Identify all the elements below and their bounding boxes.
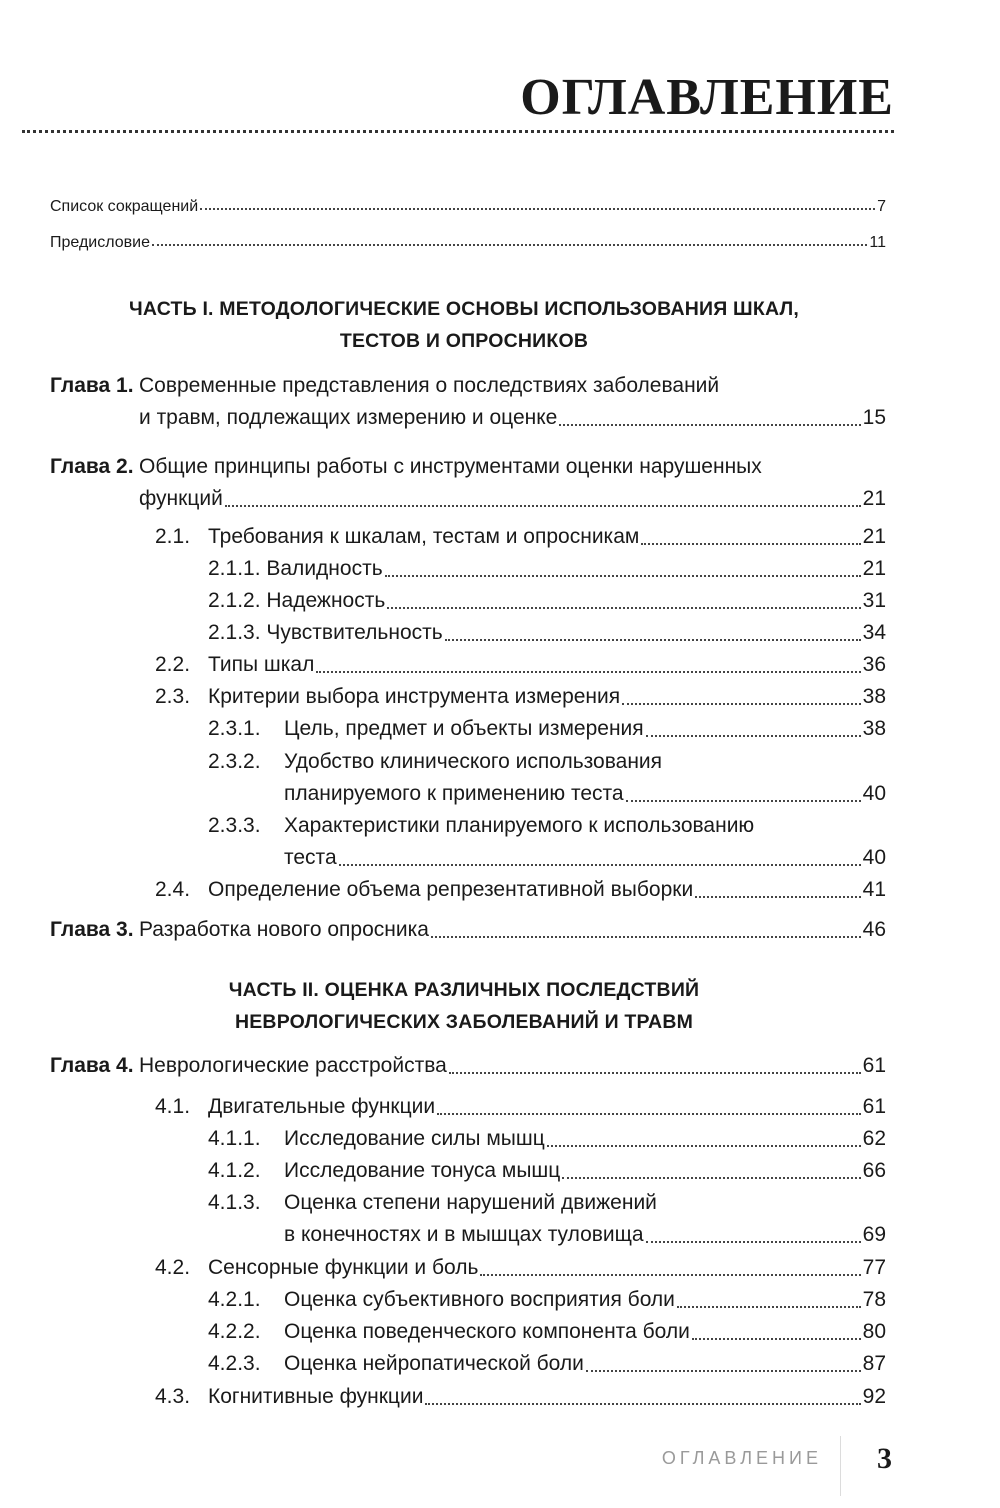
chapter-3-label: Глава 3. [50, 918, 134, 941]
chapter-4-label: Глава 4. [50, 1054, 134, 1077]
toc-entry-title: 2.1.1. Валидность [208, 557, 383, 580]
leader-dots [445, 639, 861, 641]
leader-dots [646, 1241, 861, 1243]
toc-entry-section-2-3-3[interactable] [284, 844, 886, 872]
toc-entry-title: Неврологические расстройства [139, 1054, 447, 1077]
toc-entry-section-4-1[interactable] [208, 1093, 886, 1121]
toc-entry-chapter-4[interactable] [139, 1052, 886, 1080]
section-number: 4.1.3. [208, 1191, 261, 1214]
toc-entry-chapter-2[interactable] [139, 485, 886, 513]
toc-page-number: 21 [862, 557, 886, 580]
leader-dots [622, 703, 861, 705]
toc-entry-section-4-2-1[interactable] [284, 1286, 886, 1314]
toc-entry-section-2-1-2[interactable] [208, 587, 886, 615]
toc-entry-title: Типы шкал [208, 653, 315, 676]
toc-entry-title: Определение объема репрезентативной выборки [208, 878, 694, 901]
toc-page-number: 41 [862, 878, 886, 901]
toc-page-number: 77 [862, 1256, 886, 1279]
toc-entry-title: Исследование тонуса мышц [284, 1159, 561, 1182]
toc-entry-title: 2.1.3. Чувствительность [208, 621, 443, 644]
section-number: 2.3. [155, 685, 191, 708]
chapter-2-title-line-1: Общие принципы работы с инструментами оценки нарушенных [139, 455, 762, 478]
toc-entry-section-2-4[interactable] [208, 876, 886, 904]
toc-entry-title: Разработка нового опросника [139, 918, 429, 941]
toc-page-number: 38 [862, 717, 886, 740]
leader-dots [641, 543, 860, 545]
toc-entry-section-2-3-1[interactable] [284, 715, 886, 743]
page-title: ОГЛАВЛЕНИЕ [520, 69, 894, 126]
toc-page-number: 15 [862, 406, 886, 429]
chapter-1-title-line-1: Современные представления о последствиях заболеваний [139, 374, 720, 397]
toc-entry-section-2-1[interactable] [208, 523, 886, 551]
toc-entry-section-4-3[interactable] [208, 1383, 886, 1411]
toc-entry-title: в конечностях и в мышцах туловища [284, 1223, 644, 1246]
toc-entry-title: Предисловие [50, 234, 150, 251]
toc-page-number: 21 [862, 525, 886, 548]
footer-divider [840, 1436, 841, 1496]
leader-dots [449, 1072, 861, 1074]
section-number: 2.4. [155, 878, 191, 901]
section-number: 4.2.1. [208, 1288, 261, 1311]
section-2-3-2-title-line-1: Удобство клинического использования [284, 750, 663, 773]
toc-entry-title: Список сокращений [50, 198, 199, 215]
toc-entry-title: Цель, предмет и объекты измерения [284, 717, 644, 740]
toc-entry-title: и травм, подлежащих измерению и оценке [139, 406, 558, 429]
toc-entry-title: Двигательные функции [208, 1095, 436, 1118]
toc-entry-section-2-1-3[interactable] [208, 619, 886, 647]
leader-dots [480, 1274, 860, 1276]
toc-entry-section-4-1-1[interactable] [284, 1125, 886, 1153]
toc-entry-section-4-2[interactable] [208, 1254, 886, 1282]
section-number: 2.3.3. [208, 814, 261, 837]
leader-dots [547, 1145, 861, 1147]
chapter-1-label: Глава 1. [50, 374, 134, 397]
toc-page-number: 21 [862, 487, 886, 510]
leader-dots [225, 505, 861, 507]
leader-dots [677, 1306, 861, 1308]
toc-entry-section-4-2-2[interactable] [284, 1318, 886, 1346]
page-number: 3 [877, 1442, 892, 1475]
toc-page-number: 7 [877, 198, 886, 215]
toc-page-number: 40 [862, 846, 886, 869]
leader-dots [385, 575, 861, 577]
leader-dots [431, 936, 861, 938]
leader-dots [626, 800, 861, 802]
toc-page-number: 78 [862, 1288, 886, 1311]
toc-entry-preface[interactable] [50, 234, 886, 252]
toc-page-number: 61 [862, 1054, 886, 1077]
toc-entry-title: функций [139, 487, 223, 510]
section-number: 4.2.3. [208, 1352, 261, 1375]
part-1-heading [50, 293, 878, 357]
toc-entry-chapter-3[interactable] [139, 916, 886, 944]
leader-dots [437, 1113, 861, 1115]
leader-dots [316, 671, 860, 673]
toc-entry-title: планируемого к применению теста [284, 782, 624, 805]
section-number: 2.1. [155, 525, 191, 548]
leader-dots [559, 424, 860, 426]
running-title: ОГЛАВЛЕНИЕ [661, 1448, 822, 1468]
toc-entry-section-2-2[interactable] [208, 651, 886, 679]
toc-entry-section-2-3-2[interactable] [284, 780, 886, 808]
toc-entry-title: 2.1.2. Надежность [208, 589, 386, 612]
section-number: 4.1.2. [208, 1159, 261, 1182]
section-number: 4.2.2. [208, 1320, 261, 1343]
toc-entry-section-2-1-1[interactable] [208, 555, 886, 583]
section-number: 2.2. [155, 653, 191, 676]
toc-entry-chapter-1[interactable] [139, 404, 886, 432]
toc-page-number: 69 [862, 1223, 886, 1246]
part-1-heading-line-1: ЧАСТЬ I. МЕТОДОЛОГИЧЕСКИЕ ОСНОВЫ ИСПОЛЬЗОВАНИЯ ШКАЛ, [129, 298, 799, 320]
toc-entry-title: Исследование силы мышц [284, 1127, 545, 1150]
toc-entry-abbreviations[interactable] [50, 198, 886, 216]
toc-page-number: 38 [862, 685, 886, 708]
toc-page-number: 40 [862, 782, 886, 805]
toc-entry-section-4-1-3[interactable] [284, 1221, 886, 1249]
toc-page-number: 87 [862, 1352, 886, 1375]
toc-entry-title: Оценка нейропатической боли [284, 1352, 584, 1375]
chapter-2-label: Глава 2. [50, 455, 134, 478]
toc-entry-title: Сенсорные функции и боль [208, 1256, 479, 1279]
toc-page-number: 34 [862, 621, 886, 644]
toc-entry-title: Требования к шкалам, тестам и опросникам [208, 525, 640, 548]
part-1-heading-line-2: ТЕСТОВ И ОПРОСНИКОВ [339, 330, 589, 352]
part-2-heading-line-1: ЧАСТЬ II. ОЦЕНКА РАЗЛИЧНЫХ ПОСЛЕДСТВИЙ [228, 979, 700, 1001]
toc-entry-title: Когнитивные функции [208, 1385, 424, 1408]
section-number: 2.3.1. [208, 717, 261, 740]
toc-page-number: 31 [862, 589, 886, 612]
toc-page-number: 62 [862, 1127, 886, 1150]
leader-dots [152, 244, 867, 246]
section-number: 4.3. [155, 1385, 191, 1408]
section-number: 4.2. [155, 1256, 191, 1279]
leader-dots [387, 607, 860, 609]
section-number: 2.3.2. [208, 750, 261, 773]
leader-dots [646, 735, 861, 737]
toc-entry-title: теста [284, 846, 337, 869]
toc-page-number: 66 [862, 1159, 886, 1182]
leader-dots [425, 1403, 860, 1405]
section-number: 4.1.1. [208, 1127, 261, 1150]
section-number: 4.1. [155, 1095, 191, 1118]
part-2-heading [50, 974, 878, 1038]
leader-dots [695, 896, 860, 898]
toc-page-number: 92 [862, 1385, 886, 1408]
leader-dots [562, 1177, 860, 1179]
leader-dots [339, 864, 861, 866]
toc-page-number: 61 [862, 1095, 886, 1118]
toc-entry-section-4-1-2[interactable] [284, 1157, 886, 1185]
toc-entry-section-2-3[interactable] [208, 683, 886, 711]
toc-entry-title: Оценка поведенческого компонента боли [284, 1320, 690, 1343]
toc-entry-title: Критерии выбора инструмента измерения [208, 685, 621, 708]
toc-page-number: 11 [869, 234, 886, 251]
leader-dots [586, 1370, 861, 1372]
leader-dots [692, 1338, 861, 1340]
toc-page-number: 46 [862, 918, 886, 941]
toc-page-number: 36 [862, 653, 886, 676]
toc-page-number: 80 [862, 1320, 886, 1343]
section-2-3-3-title-line-1: Характеристики планируемого к использованию [284, 814, 755, 837]
part-2-heading-line-2: НЕВРОЛОГИЧЕСКИХ ЗАБОЛЕВАНИЙ И ТРАВМ [234, 1011, 694, 1033]
leader-dots [200, 208, 875, 210]
toc-entry-title: Оценка субъективного восприятия боли [284, 1288, 675, 1311]
section-4-1-3-title-line-1: Оценка степени нарушений движений [284, 1191, 657, 1214]
toc-entry-section-4-2-3[interactable] [284, 1350, 886, 1378]
